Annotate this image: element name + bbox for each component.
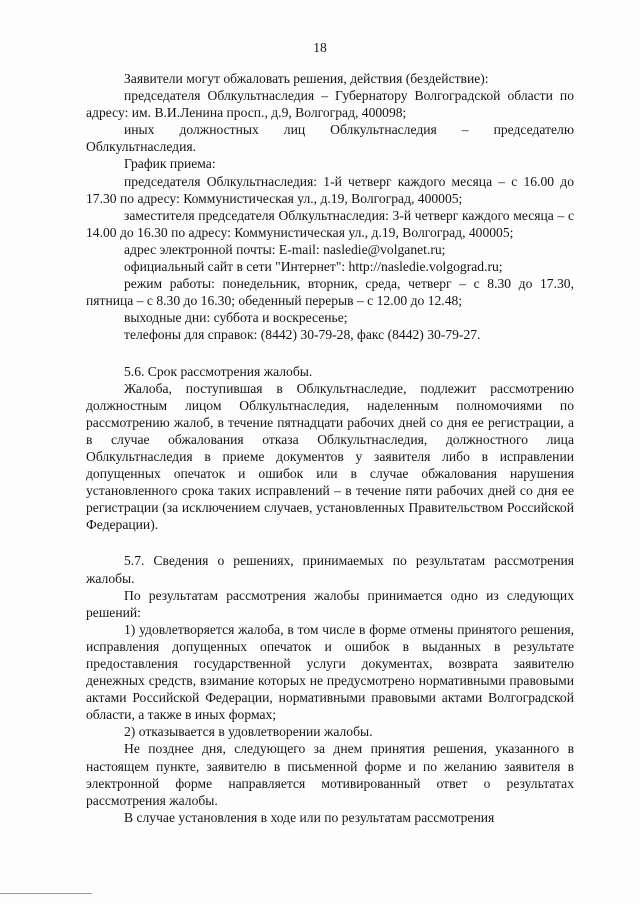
section-heading: 5.6. Срок рассмотрения жалобы. xyxy=(124,363,313,379)
document-body xyxy=(86,70,574,826)
page-number: 18 xyxy=(313,40,327,55)
paragraph: адрес электронной почты: E-mail: nasledie@volganet.ru; xyxy=(124,241,446,257)
paragraph: 1) удовлетворяется жалоба, в том числе в форме отмены принятого решения, исправления допущенных опечаток и ошибок в выданных в результате предоставления государственной услуги документах, возврата заявителю денежных средств, взимание которых не предусмотрено нормативными правовыми актами Российской Федерации, нормативными правовыми актами Волгоградской области, а также в иных формах; xyxy=(86,621,574,723)
paragraph: официальный сайт в сети "Интернет": http://nasledie.volgograd.ru; xyxy=(124,259,503,275)
paragraph: председателя Облкультнаследия – Губернатору Волгоградской области по адресу: им. В.И.Ленина просп., д.9, Волгоград, 400098; xyxy=(86,88,574,121)
paragraph: заместителя председателя Облкультнаследия: 3-й четверг каждого месяца – с 14.00 до 16.30 по адресу: Коммунистическая ул., д.19, Волгоград, 400005; xyxy=(86,207,574,240)
section-heading: 5.7. Сведения о решениях, принимаемых по результатам рассмотрения жалобы. xyxy=(86,553,574,586)
paragraph: председателя Облкультнаследия: 1-й четверг каждого месяца – с 16.00 до 17.30 по адресу: Коммунистическая ул., д.19, Волгоград, 400005; xyxy=(86,173,574,206)
paragraph: Не позднее дня, следующего за днем принятия решения, указанного в настоящем пункте, заявителю в письменной форме и по желанию заявителя в электронной форме направляется мотивированный ответ о результатах рассмотрения жалобы. xyxy=(86,741,574,808)
paragraph: иных должностных лиц Облкультнаследия – председателю Облкультнаследия. xyxy=(86,122,574,155)
paragraph: телефоны для справок: (8442) 30-79-28, факс (8442) 30-79-27. xyxy=(124,327,481,343)
paragraph: Жалоба, поступившая в Облкультнаследие, подлежит рассмотрению должностным лицом Облкультнаследия, наделенным полномочиями по рассмотрению жалоб, в течение пятнадцати рабочих дней со дня ее регистрации, а в случае обжалования отказа Облкультнаследия, должностного лица Облкультнаследия в приеме документов у заявителя либо в исправлении допущенных опечаток и ошибок или в случае обжалования нарушения установленного срока таких исправлений – в течение пяти рабочих дней со дня ее регистрации (за исключением случаев, установленных Правительством Российской Федерации). xyxy=(86,380,574,533)
page-bottom-rule xyxy=(0,893,92,894)
paragraph: Заявители могут обжаловать решения, действия (бездействие): xyxy=(124,71,489,86)
paragraph: 2) отказывается в удовлетворении жалобы. xyxy=(124,724,373,740)
paragraph: График приема: xyxy=(124,156,216,172)
paragraph: По результатам рассмотрения жалобы принимается одно из следующих решений: xyxy=(86,587,574,620)
paragraph: В случае установления в ходе или по результатам рассмотрения xyxy=(124,809,495,825)
section-spacer xyxy=(86,533,574,552)
section-spacer xyxy=(86,344,574,363)
paragraph: выходные дни: суббота и воскресенье; xyxy=(124,310,348,326)
paragraph: режим работы: понедельник, вторник, среда, четверг – с 8.30 до 17.30, пятница – с 8.30 до 16.30; обеденный перерыв – с 12.00 до 12.48; xyxy=(86,276,574,309)
